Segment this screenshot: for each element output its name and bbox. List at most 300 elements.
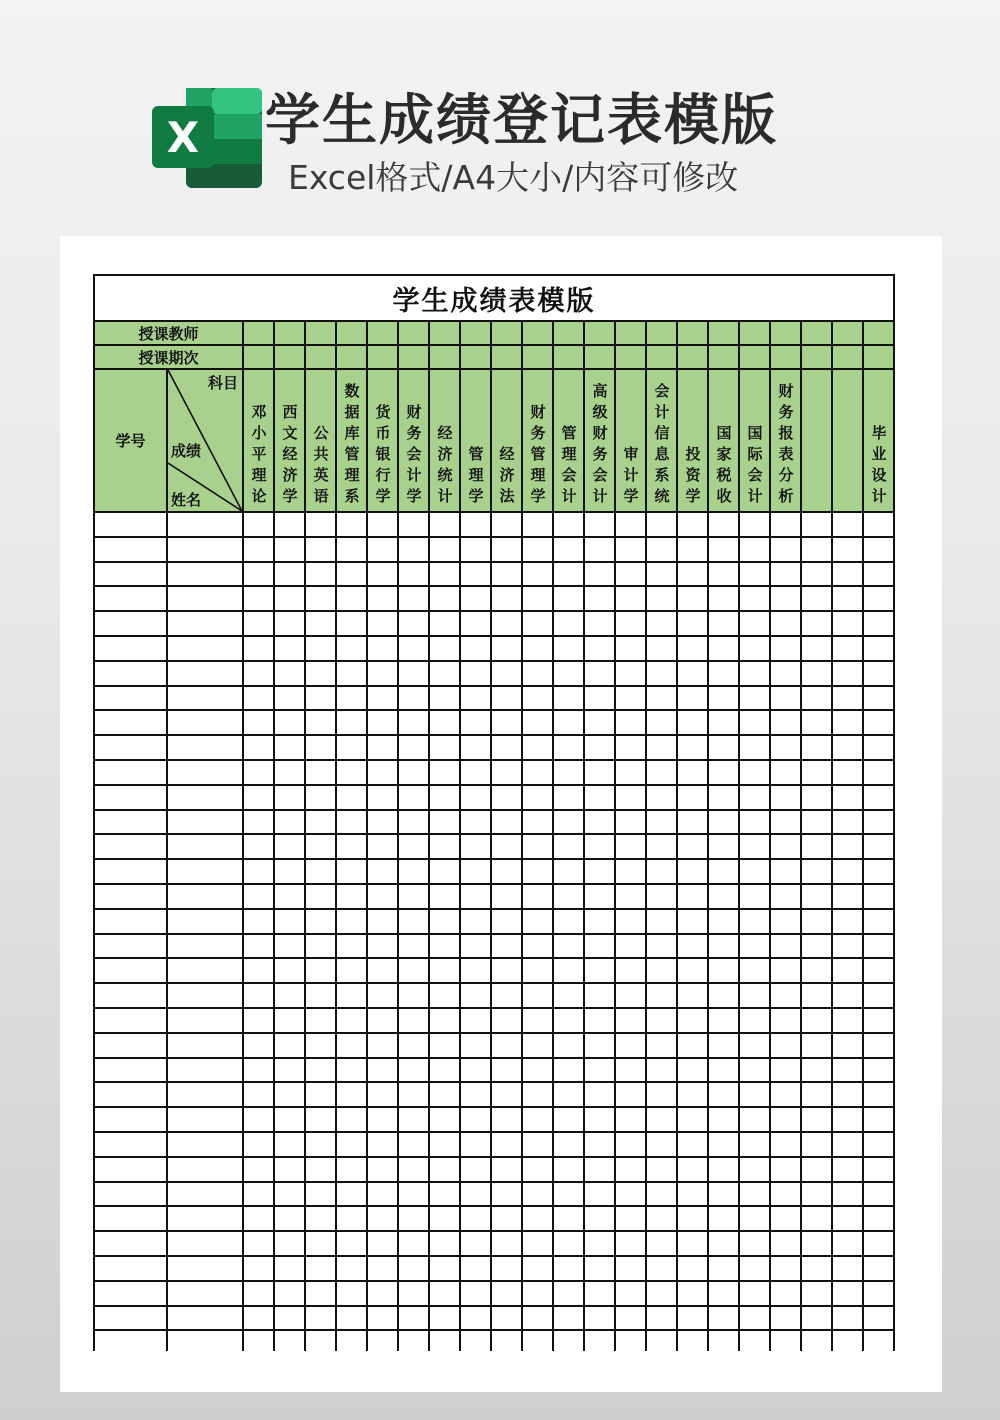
grade-cell[interactable]	[770, 785, 801, 810]
grade-cell[interactable]	[739, 1082, 770, 1107]
grade-cell[interactable]	[398, 785, 429, 810]
grade-cell[interactable]	[677, 983, 708, 1008]
period-cell[interactable]	[491, 345, 522, 369]
grade-cell[interactable]	[739, 1058, 770, 1083]
grade-cell[interactable]	[336, 562, 367, 587]
grade-cell[interactable]	[167, 834, 243, 859]
grade-cell[interactable]	[584, 1033, 615, 1058]
grade-cell[interactable]	[274, 1008, 305, 1033]
grade-cell[interactable]	[336, 686, 367, 711]
grade-cell[interactable]	[491, 909, 522, 934]
grade-cell[interactable]	[167, 586, 243, 611]
period-cell[interactable]	[832, 345, 863, 369]
grade-cell[interactable]	[491, 1157, 522, 1182]
grade-cell[interactable]	[460, 1082, 491, 1107]
grade-cell[interactable]	[615, 710, 646, 735]
grade-cell[interactable]	[770, 661, 801, 686]
grade-cell[interactable]	[367, 810, 398, 835]
grade-cell[interactable]	[863, 710, 894, 735]
grade-cell[interactable]	[739, 810, 770, 835]
grade-cell[interactable]	[863, 909, 894, 934]
grade-cell[interactable]	[167, 562, 243, 587]
grade-cell[interactable]	[274, 785, 305, 810]
grade-cell[interactable]	[336, 909, 367, 934]
grade-cell[interactable]	[615, 909, 646, 934]
grade-cell[interactable]	[553, 884, 584, 909]
grade-cell[interactable]	[243, 1206, 274, 1231]
grade-cell[interactable]	[553, 611, 584, 636]
grade-cell[interactable]	[243, 1306, 274, 1331]
grade-cell[interactable]	[553, 1206, 584, 1231]
grade-cell[interactable]	[460, 1231, 491, 1256]
period-cell[interactable]	[677, 345, 708, 369]
grade-cell[interactable]	[677, 586, 708, 611]
grade-cell[interactable]	[770, 1231, 801, 1256]
grade-cell[interactable]	[522, 1306, 553, 1331]
grade-cell[interactable]	[708, 1231, 739, 1256]
grade-cell[interactable]	[708, 1082, 739, 1107]
grade-cell[interactable]	[243, 1281, 274, 1306]
grade-cell[interactable]	[863, 1157, 894, 1182]
teacher-cell[interactable]	[243, 321, 274, 345]
grade-cell[interactable]	[646, 958, 677, 983]
grade-cell[interactable]	[863, 1132, 894, 1157]
grade-cell[interactable]	[739, 661, 770, 686]
grade-cell[interactable]	[615, 1281, 646, 1306]
period-cell[interactable]	[863, 345, 894, 369]
grade-cell[interactable]	[615, 1033, 646, 1058]
grade-cell[interactable]	[584, 1058, 615, 1083]
grade-cell[interactable]	[460, 1008, 491, 1033]
grade-cell[interactable]	[243, 586, 274, 611]
grade-cell[interactable]	[336, 1231, 367, 1256]
grade-cell[interactable]	[677, 1107, 708, 1132]
grade-cell[interactable]	[398, 884, 429, 909]
grade-cell[interactable]	[770, 1082, 801, 1107]
grade-cell[interactable]	[398, 537, 429, 562]
grade-cell[interactable]	[553, 710, 584, 735]
grade-cell[interactable]	[491, 1107, 522, 1132]
grade-cell[interactable]	[615, 1008, 646, 1033]
grade-cell[interactable]	[553, 983, 584, 1008]
grade-cell[interactable]	[739, 562, 770, 587]
grade-cell[interactable]	[801, 537, 832, 562]
grade-cell[interactable]	[646, 859, 677, 884]
grade-cell[interactable]	[167, 636, 243, 661]
grade-cell[interactable]	[677, 834, 708, 859]
grade-cell[interactable]	[770, 1330, 801, 1351]
grade-cell[interactable]	[677, 934, 708, 959]
teacher-cell[interactable]	[739, 321, 770, 345]
grade-cell[interactable]	[522, 884, 553, 909]
grade-cell[interactable]	[739, 686, 770, 711]
grade-cell[interactable]	[460, 909, 491, 934]
grade-cell[interactable]	[522, 1281, 553, 1306]
grade-cell[interactable]	[460, 686, 491, 711]
grade-cell[interactable]	[801, 586, 832, 611]
grade-cell[interactable]	[832, 1330, 863, 1351]
grade-cell[interactable]	[429, 1107, 460, 1132]
grade-cell[interactable]	[584, 1231, 615, 1256]
grade-cell[interactable]	[398, 1231, 429, 1256]
grade-cell[interactable]	[584, 1182, 615, 1207]
grade-cell[interactable]	[522, 785, 553, 810]
grade-cell[interactable]	[646, 1182, 677, 1207]
grade-cell[interactable]	[863, 1306, 894, 1331]
grade-cell[interactable]	[863, 1082, 894, 1107]
grade-cell[interactable]	[863, 884, 894, 909]
grade-cell[interactable]	[739, 1132, 770, 1157]
grade-cell[interactable]	[367, 1206, 398, 1231]
grade-cell[interactable]	[522, 1107, 553, 1132]
grade-cell[interactable]	[863, 760, 894, 785]
grade-cell[interactable]	[863, 1330, 894, 1351]
grade-cell[interactable]	[336, 611, 367, 636]
grade-cell[interactable]	[274, 859, 305, 884]
grade-cell[interactable]	[584, 909, 615, 934]
grade-cell[interactable]	[739, 859, 770, 884]
grade-cell[interactable]	[460, 785, 491, 810]
grade-cell[interactable]	[336, 810, 367, 835]
grade-cell[interactable]	[739, 1182, 770, 1207]
grade-cell[interactable]	[677, 636, 708, 661]
grade-cell[interactable]	[460, 983, 491, 1008]
grade-cell[interactable]	[801, 983, 832, 1008]
grade-cell[interactable]	[646, 1157, 677, 1182]
grade-cell[interactable]	[274, 537, 305, 562]
grade-cell[interactable]	[167, 661, 243, 686]
grade-cell[interactable]	[584, 1306, 615, 1331]
grade-cell[interactable]	[677, 1281, 708, 1306]
grade-cell[interactable]	[739, 1231, 770, 1256]
grade-cell[interactable]	[739, 785, 770, 810]
grade-cell[interactable]	[832, 1082, 863, 1107]
grade-cell[interactable]	[243, 735, 274, 760]
grade-cell[interactable]	[646, 512, 677, 537]
grade-cell[interactable]	[677, 1231, 708, 1256]
teacher-cell[interactable]	[801, 321, 832, 345]
grade-cell[interactable]	[94, 686, 167, 711]
grade-cell[interactable]	[94, 1082, 167, 1107]
grade-cell[interactable]	[522, 934, 553, 959]
grade-cell[interactable]	[167, 1033, 243, 1058]
grade-cell[interactable]	[801, 884, 832, 909]
grade-cell[interactable]	[584, 1281, 615, 1306]
grade-cell[interactable]	[491, 1206, 522, 1231]
grade-cell[interactable]	[646, 760, 677, 785]
grade-cell[interactable]	[491, 1182, 522, 1207]
grade-cell[interactable]	[367, 1033, 398, 1058]
grade-cell[interactable]	[305, 1306, 336, 1331]
grade-cell[interactable]	[274, 1082, 305, 1107]
grade-cell[interactable]	[94, 611, 167, 636]
grade-cell[interactable]	[398, 586, 429, 611]
grade-cell[interactable]	[429, 934, 460, 959]
grade-cell[interactable]	[832, 1132, 863, 1157]
grade-cell[interactable]	[305, 686, 336, 711]
grade-cell[interactable]	[94, 1256, 167, 1281]
grade-cell[interactable]	[615, 1157, 646, 1182]
grade-cell[interactable]	[708, 834, 739, 859]
grade-cell[interactable]	[770, 983, 801, 1008]
grade-cell[interactable]	[863, 785, 894, 810]
grade-cell[interactable]	[832, 661, 863, 686]
grade-cell[interactable]	[367, 1058, 398, 1083]
grade-cell[interactable]	[677, 1157, 708, 1182]
teacher-cell[interactable]	[832, 321, 863, 345]
grade-cell[interactable]	[553, 909, 584, 934]
grade-cell[interactable]	[584, 537, 615, 562]
grade-cell[interactable]	[274, 710, 305, 735]
grade-cell[interactable]	[677, 1132, 708, 1157]
grade-cell[interactable]	[522, 859, 553, 884]
grade-cell[interactable]	[863, 636, 894, 661]
grade-cell[interactable]	[167, 1182, 243, 1207]
grade-cell[interactable]	[522, 512, 553, 537]
grade-cell[interactable]	[305, 859, 336, 884]
grade-cell[interactable]	[367, 512, 398, 537]
grade-cell[interactable]	[491, 1281, 522, 1306]
grade-cell[interactable]	[646, 934, 677, 959]
grade-cell[interactable]	[336, 512, 367, 537]
grade-cell[interactable]	[274, 760, 305, 785]
grade-cell[interactable]	[801, 1058, 832, 1083]
grade-cell[interactable]	[274, 810, 305, 835]
teacher-cell[interactable]	[398, 321, 429, 345]
grade-cell[interactable]	[739, 884, 770, 909]
grade-cell[interactable]	[243, 562, 274, 587]
grade-cell[interactable]	[677, 1306, 708, 1331]
grade-cell[interactable]	[677, 884, 708, 909]
grade-cell[interactable]	[646, 1330, 677, 1351]
teacher-cell[interactable]	[522, 321, 553, 345]
grade-cell[interactable]	[522, 1157, 553, 1182]
grade-cell[interactable]	[832, 1058, 863, 1083]
grade-cell[interactable]	[801, 859, 832, 884]
grade-cell[interactable]	[367, 1107, 398, 1132]
grade-cell[interactable]	[460, 958, 491, 983]
grade-cell[interactable]	[739, 512, 770, 537]
grade-cell[interactable]	[770, 1107, 801, 1132]
grade-cell[interactable]	[584, 983, 615, 1008]
grade-cell[interactable]	[94, 1157, 167, 1182]
grade-cell[interactable]	[832, 512, 863, 537]
grade-cell[interactable]	[770, 884, 801, 909]
grade-cell[interactable]	[274, 1206, 305, 1231]
grade-cell[interactable]	[801, 1157, 832, 1182]
grade-cell[interactable]	[429, 1231, 460, 1256]
grade-cell[interactable]	[708, 760, 739, 785]
grade-cell[interactable]	[863, 686, 894, 711]
grade-cell[interactable]	[708, 661, 739, 686]
grade-cell[interactable]	[553, 686, 584, 711]
grade-cell[interactable]	[305, 512, 336, 537]
period-cell[interactable]	[398, 345, 429, 369]
grade-cell[interactable]	[584, 958, 615, 983]
grade-cell[interactable]	[708, 1182, 739, 1207]
grade-cell[interactable]	[832, 909, 863, 934]
grade-cell[interactable]	[708, 1033, 739, 1058]
grade-cell[interactable]	[646, 611, 677, 636]
grade-cell[interactable]	[429, 636, 460, 661]
grade-cell[interactable]	[305, 983, 336, 1008]
grade-cell[interactable]	[305, 1231, 336, 1256]
grade-cell[interactable]	[677, 611, 708, 636]
grade-cell[interactable]	[708, 611, 739, 636]
grade-cell[interactable]	[832, 1107, 863, 1132]
grade-cell[interactable]	[367, 1256, 398, 1281]
grade-cell[interactable]	[739, 958, 770, 983]
grade-cell[interactable]	[584, 661, 615, 686]
grade-cell[interactable]	[398, 1157, 429, 1182]
grade-cell[interactable]	[336, 1206, 367, 1231]
grade-cell[interactable]	[522, 562, 553, 587]
grade-cell[interactable]	[336, 636, 367, 661]
grade-cell[interactable]	[336, 586, 367, 611]
grade-cell[interactable]	[646, 1058, 677, 1083]
grade-cell[interactable]	[739, 611, 770, 636]
grade-cell[interactable]	[646, 1306, 677, 1331]
grade-cell[interactable]	[367, 611, 398, 636]
period-cell[interactable]	[553, 345, 584, 369]
grade-cell[interactable]	[305, 958, 336, 983]
grade-cell[interactable]	[274, 1306, 305, 1331]
grade-cell[interactable]	[739, 1256, 770, 1281]
grade-cell[interactable]	[646, 735, 677, 760]
grade-cell[interactable]	[491, 859, 522, 884]
grade-cell[interactable]	[739, 834, 770, 859]
grade-cell[interactable]	[167, 686, 243, 711]
grade-cell[interactable]	[801, 1256, 832, 1281]
grade-cell[interactable]	[522, 983, 553, 1008]
grade-cell[interactable]	[367, 909, 398, 934]
grade-cell[interactable]	[553, 562, 584, 587]
grade-cell[interactable]	[305, 1256, 336, 1281]
grade-cell[interactable]	[367, 1330, 398, 1351]
grade-cell[interactable]	[274, 611, 305, 636]
grade-cell[interactable]	[429, 958, 460, 983]
grade-cell[interactable]	[305, 909, 336, 934]
grade-cell[interactable]	[336, 1132, 367, 1157]
grade-cell[interactable]	[863, 537, 894, 562]
grade-cell[interactable]	[708, 710, 739, 735]
teacher-cell[interactable]	[615, 321, 646, 345]
grade-cell[interactable]	[770, 686, 801, 711]
grade-cell[interactable]	[336, 1107, 367, 1132]
grade-cell[interactable]	[167, 1306, 243, 1331]
grade-cell[interactable]	[367, 586, 398, 611]
teacher-cell[interactable]	[305, 321, 336, 345]
grade-cell[interactable]	[429, 1206, 460, 1231]
grade-cell[interactable]	[584, 1206, 615, 1231]
grade-cell[interactable]	[398, 810, 429, 835]
grade-cell[interactable]	[863, 562, 894, 587]
grade-cell[interactable]	[429, 537, 460, 562]
grade-cell[interactable]	[863, 983, 894, 1008]
grade-cell[interactable]	[615, 1082, 646, 1107]
grade-cell[interactable]	[460, 512, 491, 537]
grade-cell[interactable]	[460, 586, 491, 611]
grade-cell[interactable]	[167, 810, 243, 835]
grade-cell[interactable]	[274, 562, 305, 587]
grade-cell[interactable]	[305, 810, 336, 835]
teacher-cell[interactable]	[367, 321, 398, 345]
grade-cell[interactable]	[553, 1330, 584, 1351]
grade-cell[interactable]	[274, 661, 305, 686]
grade-cell[interactable]	[429, 1132, 460, 1157]
grade-cell[interactable]	[398, 983, 429, 1008]
grade-cell[interactable]	[243, 810, 274, 835]
grade-cell[interactable]	[677, 1206, 708, 1231]
grade-cell[interactable]	[491, 1058, 522, 1083]
grade-cell[interactable]	[770, 834, 801, 859]
grade-cell[interactable]	[460, 537, 491, 562]
grade-cell[interactable]	[615, 512, 646, 537]
grade-cell[interactable]	[274, 1107, 305, 1132]
grade-cell[interactable]	[553, 1033, 584, 1058]
grade-cell[interactable]	[491, 760, 522, 785]
grade-cell[interactable]	[770, 512, 801, 537]
grade-cell[interactable]	[491, 1033, 522, 1058]
grade-cell[interactable]	[398, 661, 429, 686]
grade-cell[interactable]	[770, 562, 801, 587]
grade-cell[interactable]	[94, 512, 167, 537]
grade-cell[interactable]	[460, 934, 491, 959]
grade-cell[interactable]	[801, 934, 832, 959]
grade-cell[interactable]	[429, 909, 460, 934]
grade-cell[interactable]	[708, 562, 739, 587]
grade-cell[interactable]	[708, 1107, 739, 1132]
grade-cell[interactable]	[243, 1107, 274, 1132]
grade-cell[interactable]	[708, 735, 739, 760]
grade-cell[interactable]	[522, 1058, 553, 1083]
teacher-cell[interactable]	[460, 321, 491, 345]
teacher-cell[interactable]	[863, 321, 894, 345]
grade-cell[interactable]	[553, 760, 584, 785]
grade-cell[interactable]	[243, 760, 274, 785]
grade-cell[interactable]	[243, 1157, 274, 1182]
grade-cell[interactable]	[553, 586, 584, 611]
grade-cell[interactable]	[398, 958, 429, 983]
grade-cell[interactable]	[491, 586, 522, 611]
grade-cell[interactable]	[584, 1008, 615, 1033]
teacher-cell[interactable]	[429, 321, 460, 345]
grade-cell[interactable]	[832, 636, 863, 661]
grade-cell[interactable]	[801, 1132, 832, 1157]
grade-cell[interactable]	[584, 834, 615, 859]
grade-cell[interactable]	[336, 537, 367, 562]
grade-cell[interactable]	[584, 686, 615, 711]
teacher-cell[interactable]	[708, 321, 739, 345]
grade-cell[interactable]	[367, 760, 398, 785]
grade-cell[interactable]	[863, 735, 894, 760]
grade-cell[interactable]	[584, 859, 615, 884]
grade-cell[interactable]	[522, 735, 553, 760]
grade-cell[interactable]	[429, 710, 460, 735]
grade-cell[interactable]	[305, 1281, 336, 1306]
grade-cell[interactable]	[367, 1182, 398, 1207]
teacher-cell[interactable]	[274, 321, 305, 345]
grade-cell[interactable]	[553, 934, 584, 959]
grade-cell[interactable]	[398, 1008, 429, 1033]
grade-cell[interactable]	[770, 1281, 801, 1306]
grade-cell[interactable]	[832, 834, 863, 859]
period-cell[interactable]	[770, 345, 801, 369]
grade-cell[interactable]	[429, 562, 460, 587]
grade-cell[interactable]	[739, 586, 770, 611]
grade-cell[interactable]	[708, 1281, 739, 1306]
grade-cell[interactable]	[167, 735, 243, 760]
